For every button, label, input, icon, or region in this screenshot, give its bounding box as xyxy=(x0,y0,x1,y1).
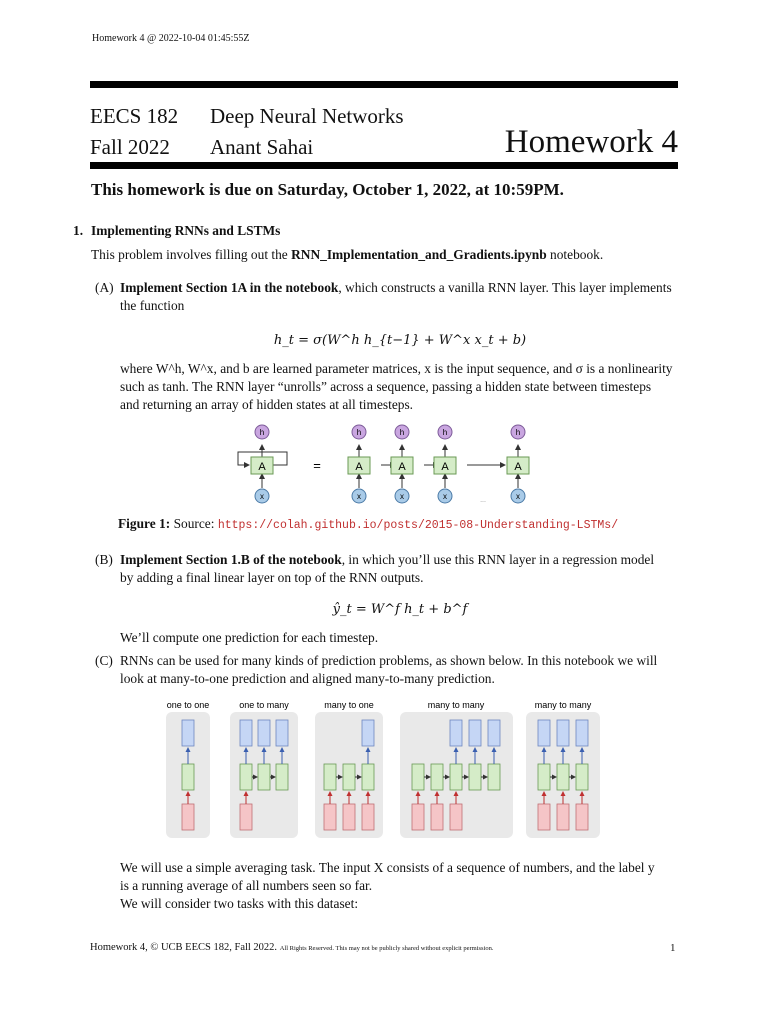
part-a-line2: the function xyxy=(120,298,185,313)
svg-text:x: x xyxy=(357,492,361,501)
part-c-label: (C) xyxy=(95,653,113,668)
hidden-box xyxy=(362,764,374,790)
part-b-after: We’ll compute one prediction for each timestep. xyxy=(120,630,379,645)
part-c-after-3: We will consider two tasks with this dataset: xyxy=(120,896,359,911)
rnn-configurations-figure xyxy=(160,696,605,842)
intro-post: notebook. xyxy=(546,247,604,262)
footer-main: Homework 4, © UCB EECS 182, Fall 2022. xyxy=(90,942,278,953)
instructor: Anant Sahai xyxy=(210,135,314,159)
hidden-box xyxy=(538,764,550,790)
term: Fall 2022 xyxy=(90,135,170,159)
hidden-box xyxy=(576,764,588,790)
hidden-box xyxy=(450,764,462,790)
hidden-box xyxy=(412,764,424,790)
input-box xyxy=(412,804,424,830)
svg-text:x: x xyxy=(400,492,404,501)
part-a-where-3: and returning an array of hidden states at all timesteps. xyxy=(120,397,414,412)
svg-text:A: A xyxy=(355,461,363,473)
config-title-4: many to many xyxy=(534,700,592,710)
rolled-rnn-cell xyxy=(238,425,287,503)
output-box xyxy=(258,720,270,746)
hidden-box xyxy=(469,764,481,790)
header-top-rule xyxy=(90,81,678,88)
output-box xyxy=(538,720,550,746)
part-a-label: (A) xyxy=(95,280,114,295)
svg-text:x: x xyxy=(443,492,447,501)
input-box xyxy=(557,804,569,830)
part-b-line1 xyxy=(120,551,680,569)
unrolled-step-2 xyxy=(434,425,456,503)
part-a-where-1: where W^h, W^x, and b are learned parameter matrices, x is the input sequence, and σ is a nonlinearity xyxy=(120,361,673,376)
part-c-after-2: is a running average of all numbers seen so far. xyxy=(120,878,373,893)
output-box xyxy=(276,720,288,746)
course-title: Deep Neural Networks xyxy=(210,104,404,128)
rolled-cell-label: A xyxy=(258,461,266,473)
page-number: 1 xyxy=(670,942,676,954)
hidden-box xyxy=(324,764,336,790)
regression-equation: ŷ_t = W^f h_t + b^f xyxy=(332,602,468,617)
unrolled-rnn xyxy=(348,425,529,504)
config-title-3: many to many xyxy=(427,700,485,710)
config-title-2: many to one xyxy=(324,700,374,710)
svg-text:A: A xyxy=(398,461,406,473)
part-a-line1 xyxy=(120,279,680,297)
hidden-box xyxy=(431,764,443,790)
rolled-input-label: x xyxy=(260,492,264,501)
rnn-equation: h_t = σ(W^h h_{t−1} + W^x x_t + b) xyxy=(273,333,527,348)
part-b-bold: Implement Section 1.B of the notebook xyxy=(120,552,342,567)
output-box xyxy=(557,720,569,746)
output-box xyxy=(576,720,588,746)
part-c-line1: RNNs can be used for many kinds of prediction problems, as shown below. In this notebook we will xyxy=(120,653,658,668)
homework-title: Homework 4 xyxy=(504,124,678,160)
unrolled-step-t xyxy=(507,425,529,503)
output-box xyxy=(182,720,194,746)
svg-text:h: h xyxy=(442,428,448,437)
part-b-label: (B) xyxy=(95,552,113,567)
svg-text:h: h xyxy=(515,428,521,437)
svg-text:h: h xyxy=(399,428,405,437)
notebook-name: RNN_Implementation_and_Gradients.ipynb xyxy=(291,247,547,262)
output-box xyxy=(469,720,481,746)
rnn-unrolled-figure xyxy=(225,420,545,512)
hidden-box xyxy=(276,764,288,790)
input-box xyxy=(450,804,462,830)
config-title-0: one to one xyxy=(166,700,210,710)
figure-1-source-label: Source: xyxy=(173,516,215,531)
problem-title: Implementing RNNs and LSTMs xyxy=(91,223,281,238)
hidden-box xyxy=(182,764,194,790)
unrolled-step-1 xyxy=(391,425,413,503)
svg-text:h: h xyxy=(356,428,362,437)
input-box xyxy=(240,804,252,830)
figure-1-caption xyxy=(118,515,618,535)
page-footer xyxy=(90,942,494,953)
hidden-box xyxy=(240,764,252,790)
hidden-box xyxy=(258,764,270,790)
part-b-line1-rest: , in which you’ll use this RNN layer in a regression model xyxy=(341,552,655,567)
figure-1-url[interactable]: https://colah.github.io/posts/2015-08-Understanding-LSTMs/ xyxy=(217,519,619,532)
ellipsis: ... xyxy=(480,497,486,504)
output-box xyxy=(240,720,252,746)
output-box xyxy=(450,720,462,746)
part-a-where-2: such as tanh. The RNN layer “unrolls” across a sequence, passing a hidden state between timesteps xyxy=(120,379,652,394)
input-box xyxy=(182,804,194,830)
input-box xyxy=(324,804,336,830)
equals-sign: = xyxy=(313,458,321,473)
problem-number: 1. xyxy=(73,223,84,238)
hidden-box xyxy=(557,764,569,790)
input-box xyxy=(538,804,550,830)
problem-intro xyxy=(91,246,603,264)
hidden-box xyxy=(488,764,500,790)
output-box xyxy=(362,720,374,746)
unrolled-step-0 xyxy=(348,425,370,503)
intro-pre: This problem involves filling out the xyxy=(91,247,292,262)
rolled-hidden-label: h xyxy=(259,428,265,437)
svg-text:x: x xyxy=(516,492,520,501)
config-title-1: one to many xyxy=(239,700,289,710)
hidden-box xyxy=(343,764,355,790)
input-box xyxy=(431,804,443,830)
output-box xyxy=(488,720,500,746)
input-box xyxy=(362,804,374,830)
timestamp-stamp: Homework 4 @ 2022-10-04 01:45:55Z xyxy=(92,33,250,44)
due-date: This homework is due on Saturday, October 1, 2022, at 10:59PM. xyxy=(91,180,564,199)
part-a-bold: Implement Section 1A in the notebook xyxy=(120,280,339,295)
part-c-line2: look at many-to-one prediction and aligned many-to-many prediction. xyxy=(120,671,495,686)
part-a-line1-rest: , which constructs a vanilla RNN layer. This layer implements xyxy=(338,280,672,295)
input-box xyxy=(576,804,588,830)
input-box xyxy=(343,804,355,830)
figure-1-label: Figure 1: xyxy=(118,516,171,531)
footer-small: All Rights Reserved. This may not be publicly shared without explicit permission. xyxy=(279,945,494,952)
svg-text:A: A xyxy=(441,461,449,473)
course-code: EECS 182 xyxy=(90,104,179,128)
svg-text:A: A xyxy=(514,461,522,473)
part-b-line2: by adding a final linear layer on top of the RNN outputs. xyxy=(120,570,424,585)
header-bottom-rule xyxy=(90,162,678,169)
part-c-after-1: We will use a simple averaging task. The input X consists of a sequence of numbers, and the label y xyxy=(120,860,655,875)
